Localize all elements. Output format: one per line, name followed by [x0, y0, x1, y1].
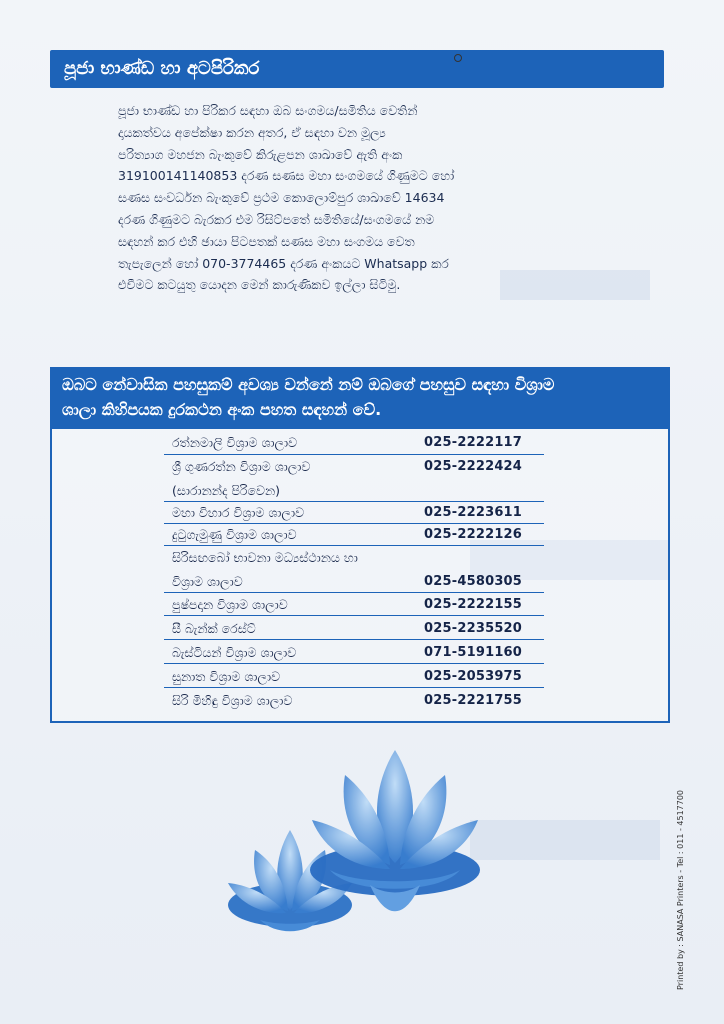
row-divider [164, 501, 544, 502]
list-item [52, 479, 668, 503]
rest-house-name: සිරිසඟබෝ භාවනා මධ්‍යස්ථානය හා [172, 550, 358, 565]
accommodation-header [52, 369, 668, 429]
section-header [50, 50, 664, 88]
rest-house-name: සුනාත විශ්‍රාම ශාලාව [172, 669, 281, 684]
list-item [52, 431, 668, 455]
binder-hole-mark [454, 54, 462, 62]
row-divider [164, 639, 544, 640]
paragraph-line: සණස සංවර්ධන බැංකුවේ ප්‍රථම කොලොම්පුර ශාඛාවේ 14634 [118, 190, 445, 206]
paragraph-line: එවීමට කටයුතු යොදන මෙන් කාරුණිකව ඉල්ලා සිටිමු. [118, 277, 401, 293]
rest-house-name: සී බැන්ක් රෙස්ට් [172, 621, 256, 636]
list-item [52, 619, 668, 643]
section-title: පූජා භාණ්ඩ හා අටපිරිකර [64, 58, 260, 79]
rest-house-phone: 025-2223611 [424, 505, 523, 520]
lotus-right [310, 750, 480, 911]
paragraph-line: තැපැලෙන් හෝ 070-3774465 දරණ අංකයට Whatsapp කර [118, 255, 449, 271]
rest-house-phone: 025-2222424 [424, 459, 523, 474]
rest-house-phone: 025-2235520 [424, 621, 523, 636]
rest-house-name: මහා විහාර විශ්‍රාම ශාලාව [172, 505, 305, 520]
list-item [52, 548, 668, 572]
rest-house-phone: 025-2222126 [424, 527, 523, 542]
rest-house-phone: 025-2053975 [424, 669, 523, 684]
list-item [52, 642, 668, 666]
list-item [52, 525, 668, 549]
paragraph-line: දරණ ගිණුමට බැරකර එම රිසිට්පතේ සමිතියේ/සංගමයේ නම [118, 211, 435, 227]
printer-credit: Printed by : SANASA Printers - Tel : 011 - 4517700 [676, 789, 685, 990]
donation-paragraph [118, 100, 554, 296]
rest-house-name: රත්නමාලි විශ්‍රාම ශාලාව [172, 435, 298, 450]
rest-house-phone: 025-2222117 [424, 435, 523, 450]
rest-house-phone: 025-2221755 [424, 693, 523, 708]
row-divider [164, 615, 544, 616]
list-item [52, 503, 668, 527]
rest-house-name: බැස්ටියන් විශ්‍රාම ශාලාව [172, 645, 297, 660]
rest-house-name: දුටුගැමුණු විශ්‍රාම ශාලාව [172, 527, 297, 542]
paragraph-line: පූජා භාණ්ඩ හා පිරිකර සඳහා ඔබ සංගමය/සමිතිය වෙතින් [118, 103, 418, 118]
row-divider [164, 592, 544, 593]
row-divider [164, 523, 544, 524]
accommodation-box [50, 367, 670, 723]
rest-house-name: සිරි මිහිඳු විශ්‍රාම ශාලාව [172, 693, 293, 708]
rest-house-name: (සාරානන්ද පිරිවෙන) [172, 483, 281, 498]
row-divider [164, 663, 544, 664]
paragraph-line: සඳහන් කර එහි ඡායා පිටපතක් සණස මහා සංගමය වෙත [118, 233, 415, 249]
lotus-flowers-illustration [220, 735, 550, 965]
accommodation-heading-line2: ශාලා කිහිපයක දුරකථන අංක පහත සඳහන් වේ. [62, 400, 382, 419]
list-item [52, 572, 668, 596]
rest-house-name: විශ්‍රාම ශාලාව [172, 574, 243, 589]
paragraph-line: පරිත්‍යාග මහජන බැංකුවේ කිරුළපන ශාඛාවේ ඇති අංක [118, 146, 403, 162]
row-divider [164, 545, 544, 546]
list-item [52, 595, 668, 619]
rest-house-phone: 025-2222155 [424, 597, 523, 612]
list-item [52, 666, 668, 690]
rest-house-phone: 025-4580305 [424, 574, 523, 589]
row-divider [164, 687, 544, 688]
rest-house-name: පුෂ්පදාන විශ්‍රාම ශාලාව [172, 597, 288, 612]
rest-house-name: ශ්‍රී ගුණරත්න විශ්‍රාම ශාලාව [172, 459, 311, 474]
list-item [52, 690, 668, 714]
accommodation-heading-line1: ඔබට නේවාසික පහසුකම් අවශ්‍ය වන්නේ නම් ඔබගේ පහසුව සඳහා විශ්‍රාම [62, 375, 555, 394]
paragraph-line: දායකත්වය අපේක්ෂා කරන අතර, ඒ සඳහා වන මූල්‍ය [118, 124, 386, 140]
rest-house-phone: 071-5191160 [424, 645, 523, 660]
list-item [52, 455, 668, 479]
paragraph-line: 319100141140853 දරණ සණස මහා සංගමයේ ගිණුමට හෝ [118, 168, 455, 184]
